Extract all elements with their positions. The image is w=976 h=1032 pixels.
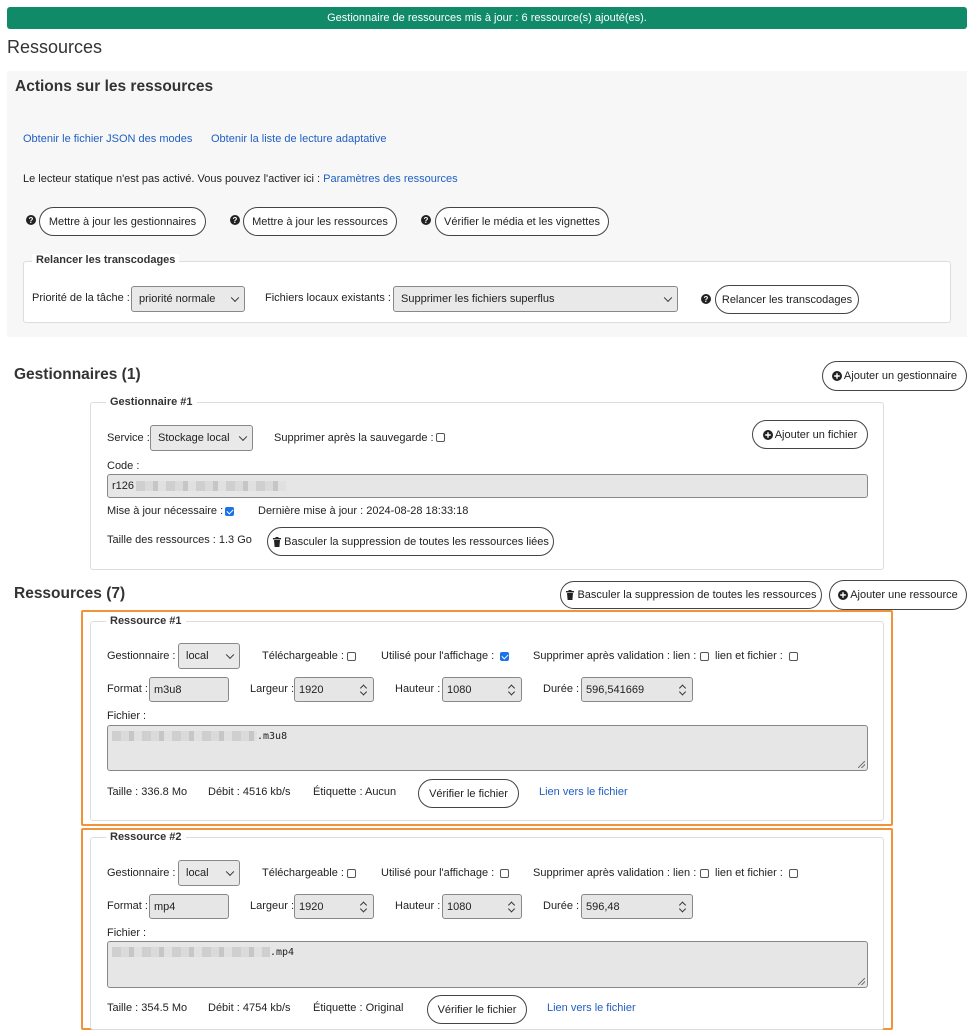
- priority-label: Priorité de la tâche :: [32, 292, 130, 304]
- resource-settings-link[interactable]: Paramètres des ressources: [323, 173, 458, 185]
- resource-legend: Ressource #1: [106, 615, 186, 627]
- width-value: 1920: [299, 683, 324, 696]
- trash-icon: [272, 537, 282, 547]
- link-and-file-label: lien et fichier :: [715, 867, 783, 879]
- format-value: mp4: [154, 900, 176, 913]
- spinner-icon[interactable]: [361, 684, 367, 695]
- manager-label: Gestionnaire :: [107, 650, 176, 662]
- used-display-label: Utilisé pour l'affichage :: [381, 867, 495, 879]
- help-icon[interactable]: ?: [26, 215, 36, 225]
- label-text: Étiquette : Original: [313, 1002, 404, 1014]
- toggle-delete-linked-label: Basculer la suppression de toutes les ressources liées: [284, 535, 549, 548]
- update-resources-label: Mettre à jour les ressources: [252, 215, 388, 228]
- delete-after-label: Supprimer après validation : lien :: [533, 650, 697, 662]
- check-file-button[interactable]: [418, 779, 519, 808]
- width-input[interactable]: [294, 677, 374, 702]
- duration-value: 596,541669: [586, 683, 645, 696]
- delete-link-checkbox[interactable]: [700, 869, 709, 878]
- help-icon[interactable]: ?: [421, 215, 431, 225]
- delete-after-label: Supprimer après validation : lien :: [533, 867, 697, 879]
- duration-input[interactable]: [581, 894, 693, 919]
- update-needed-label: Mise à jour nécessaire :: [107, 505, 224, 517]
- resize-handle-icon[interactable]: [858, 761, 865, 768]
- plus-circle-icon: [838, 590, 848, 600]
- label-text: Étiquette : Aucun: [313, 786, 397, 798]
- actions-panel: [7, 71, 967, 337]
- duration-label: Durée :: [543, 900, 580, 912]
- spinner-icon[interactable]: [509, 684, 515, 695]
- manager-fieldset: [90, 396, 884, 570]
- plus-circle-icon: [763, 430, 773, 440]
- delete-after-backup-label: Supprimer après la sauvegarde :: [274, 432, 434, 444]
- size-text: Taille : 354.5 Mo: [107, 1002, 188, 1014]
- chevron-down-icon: [226, 651, 234, 659]
- page-title: Ressources: [7, 37, 103, 57]
- priority-select[interactable]: [131, 286, 245, 312]
- add-manager-label: Ajouter un gestionnaire: [843, 370, 958, 382]
- add-file-button[interactable]: [752, 420, 868, 449]
- chevron-down-icon: [239, 433, 247, 441]
- toggle-delete-all-label: Basculer la suppression de toutes les ressources: [577, 589, 817, 601]
- bitrate-text: Débit : 4516 kb/s: [208, 786, 291, 798]
- json-modes-link[interactable]: Obtenir le fichier JSON des modes: [23, 133, 193, 145]
- downloadable-checkbox[interactable]: [347, 869, 356, 878]
- resources-size-text: Taille des ressources : 1.3 Go: [107, 534, 252, 546]
- downloadable-label: Téléchargeable :: [262, 650, 344, 662]
- toggle-delete-linked-button[interactable]: [267, 527, 554, 556]
- height-input[interactable]: [442, 677, 522, 702]
- used-display-label: Utilisé pour l'affichage :: [381, 650, 495, 662]
- format-input[interactable]: [149, 894, 229, 919]
- duration-label: Durée :: [543, 683, 580, 695]
- spinner-icon[interactable]: [680, 684, 686, 695]
- spinner-icon[interactable]: [361, 901, 367, 912]
- help-icon[interactable]: ?: [701, 294, 711, 304]
- duration-value: 596,48: [586, 900, 620, 913]
- delete-link-file-checkbox[interactable]: [789, 869, 798, 878]
- height-label: Hauteur :: [395, 683, 441, 695]
- update-managers-button[interactable]: [39, 207, 206, 236]
- width-label: Largeur :: [250, 900, 295, 912]
- file-label: Fichier :: [107, 710, 147, 722]
- manager-select[interactable]: [178, 643, 240, 669]
- file-link[interactable]: Lien vers le fichier: [547, 1002, 636, 1014]
- success-banner-text: Gestionnaire de ressources mis à jour : 6 ressource(s) ajouté(es).: [327, 12, 647, 24]
- manager-legend: Gestionnaire #1: [106, 396, 197, 408]
- toggle-delete-all-button[interactable]: [560, 581, 822, 609]
- chevron-down-icon: [664, 294, 672, 302]
- plus-circle-icon: [832, 371, 842, 381]
- check-media-button[interactable]: [435, 207, 609, 236]
- transcode-fieldset: [23, 254, 951, 323]
- adaptive-playlist-link[interactable]: Obtenir la liste de lecture adaptative: [211, 133, 387, 145]
- size-text: Taille : 336.8 Mo: [107, 786, 188, 798]
- add-file-label: Ajouter un fichier: [774, 428, 858, 441]
- service-label: Service :: [107, 432, 150, 444]
- manager-select[interactable]: [178, 860, 240, 886]
- format-input[interactable]: [149, 677, 229, 702]
- resource-fieldset: [90, 831, 884, 1030]
- chevron-down-icon: [231, 294, 239, 302]
- resource-fieldset: [90, 615, 884, 821]
- check-media-label: Vérifier le média et les vignettes: [444, 215, 600, 228]
- code-label: Code :: [107, 460, 140, 472]
- service-select[interactable]: [150, 425, 253, 451]
- width-value: 1920: [299, 900, 324, 913]
- redacted-block: [112, 731, 257, 741]
- format-value: m3u8: [154, 683, 182, 696]
- update-needed-checkbox[interactable]: [225, 507, 234, 516]
- delete-link-file-checkbox[interactable]: [789, 652, 798, 661]
- success-banner: [7, 7, 967, 29]
- help-icon[interactable]: ?: [230, 215, 240, 225]
- local-files-select-value: Supprimer les fichiers superflus: [401, 293, 555, 305]
- downloadable-checkbox[interactable]: [347, 652, 356, 661]
- static-player-notice-text: Le lecteur statique n'est pas activé. Vous pouvez l'activer ici :: [23, 173, 321, 185]
- duration-input[interactable]: [581, 677, 693, 702]
- used-display-checkbox[interactable]: [500, 869, 509, 878]
- static-player-notice: [23, 173, 458, 185]
- redacted-block: [112, 947, 270, 957]
- managers-title: Gestionnaires (1): [14, 366, 141, 383]
- file-suffix: .m3u8: [257, 731, 288, 742]
- priority-select-value: priorité normale: [139, 293, 216, 305]
- resize-handle-icon[interactable]: [858, 978, 865, 985]
- spinner-icon[interactable]: [509, 901, 515, 912]
- bitrate-text: Débit : 4754 kb/s: [208, 1002, 291, 1014]
- width-input[interactable]: [294, 894, 374, 919]
- add-resource-label: Ajouter une ressource: [850, 589, 958, 601]
- add-manager-button[interactable]: [822, 361, 967, 391]
- manager-select-value: local: [186, 650, 209, 662]
- trash-icon: [565, 590, 575, 600]
- file-textarea[interactable]: [107, 941, 868, 988]
- width-label: Largeur :: [250, 683, 295, 695]
- manager-label: Gestionnaire :: [107, 867, 176, 879]
- resources-title: Ressources (7): [14, 585, 126, 602]
- relaunch-transcode-button[interactable]: [715, 285, 859, 314]
- redacted-block: [136, 481, 286, 491]
- file-suffix: .mp4: [270, 947, 295, 958]
- delete-after-backup-checkbox[interactable]: [436, 433, 445, 442]
- code-value: r126: [112, 480, 135, 492]
- last-update-text: Dernière mise à jour : 2024-08-28 18:33:18: [258, 505, 469, 517]
- check-file-label: Vérifier le fichier: [429, 787, 508, 800]
- used-display-checkbox[interactable]: [500, 652, 509, 661]
- add-resource-button[interactable]: [829, 580, 967, 610]
- height-value: 1080: [447, 683, 472, 696]
- height-input[interactable]: [442, 894, 522, 919]
- height-label: Hauteur :: [395, 900, 441, 912]
- relaunch-transcode-label: Relancer les transcodages: [721, 293, 853, 306]
- chevron-down-icon: [226, 868, 234, 876]
- update-managers-label: Mettre à jour les gestionnaires: [48, 215, 197, 228]
- check-file-label: Vérifier le fichier: [437, 1003, 517, 1016]
- check-file-button[interactable]: [427, 995, 527, 1024]
- transcode-legend: Relancer les transcodages: [32, 254, 179, 266]
- resource-legend: Ressource #2: [106, 831, 186, 843]
- format-label: Format :: [107, 683, 148, 695]
- actions-title: Actions sur les ressources: [15, 78, 214, 95]
- code-input[interactable]: [107, 474, 868, 498]
- local-files-select[interactable]: [393, 286, 678, 312]
- delete-link-checkbox[interactable]: [700, 652, 709, 661]
- service-select-value: Stockage local: [158, 432, 230, 444]
- update-resources-button[interactable]: [243, 207, 397, 236]
- height-value: 1080: [447, 900, 472, 913]
- local-files-label: Fichiers locaux existants :: [265, 292, 391, 304]
- manager-select-value: local: [186, 867, 209, 879]
- format-label: Format :: [107, 900, 148, 912]
- spinner-icon[interactable]: [680, 901, 686, 912]
- file-link[interactable]: Lien vers le fichier: [539, 786, 628, 798]
- downloadable-label: Téléchargeable :: [262, 867, 344, 879]
- link-and-file-label: lien et fichier :: [715, 650, 783, 662]
- file-label: Fichier :: [107, 927, 147, 939]
- file-textarea[interactable]: [107, 725, 868, 771]
